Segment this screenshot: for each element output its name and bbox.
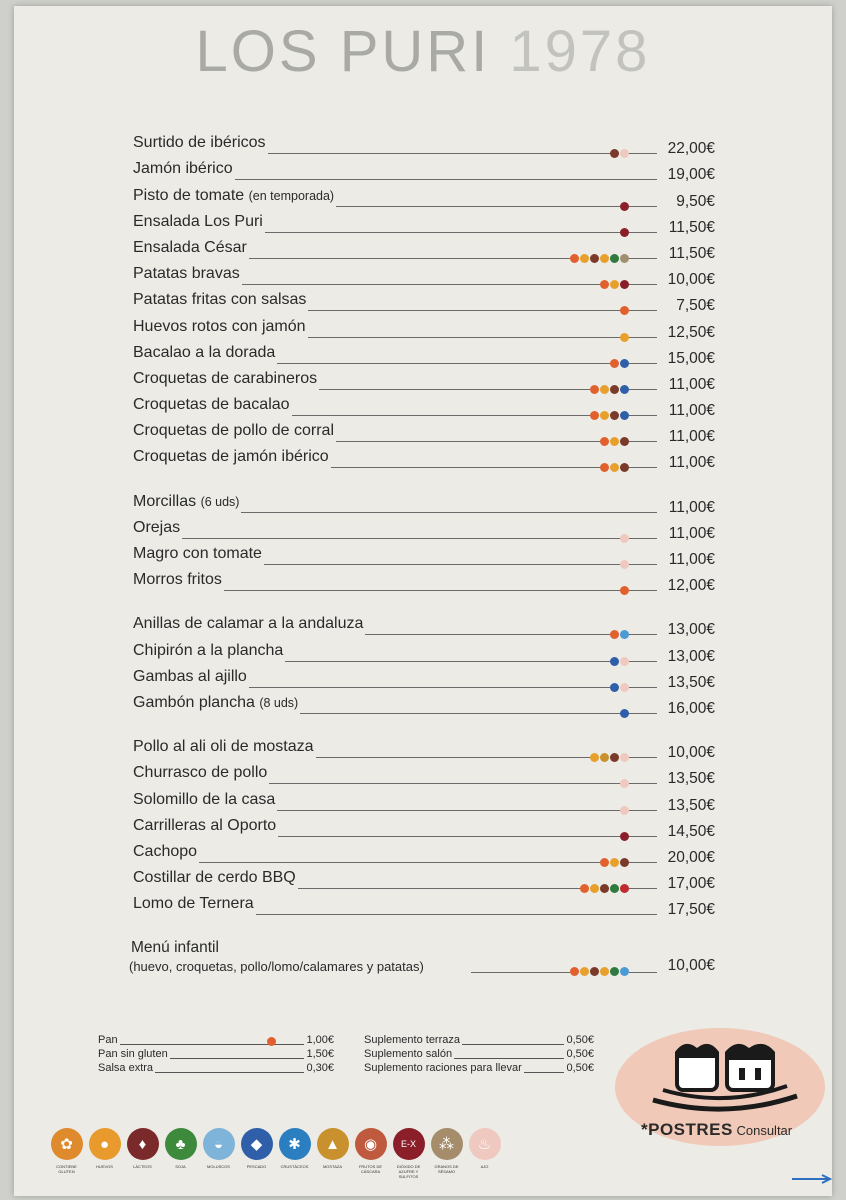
- item-name: Morros fritos: [133, 571, 222, 589]
- menu-item: [133, 843, 715, 869]
- fish-icon: ◆: [241, 1128, 273, 1160]
- item-name: Ensalada Los Puri: [133, 212, 263, 230]
- allergen-dot: [620, 709, 629, 718]
- arrow-right-icon: [792, 1174, 832, 1184]
- name-backdrop: [133, 265, 242, 287]
- item-name: Pisto de tomate (en temporada): [133, 186, 335, 204]
- leader-line: [170, 1058, 304, 1059]
- menu-item: [133, 186, 715, 212]
- menu-item: [133, 694, 715, 720]
- allergen-dot: [620, 779, 629, 788]
- name-backdrop: [133, 519, 182, 541]
- item-price: 12,50€: [667, 323, 715, 341]
- item-price: 11,00€: [668, 498, 715, 516]
- item-price: 14,50€: [667, 822, 715, 840]
- menu-group: [133, 615, 715, 720]
- extra-price: 0,30€: [306, 1062, 334, 1074]
- name-backdrop: [133, 869, 298, 891]
- allergen-dots: [620, 306, 629, 315]
- item-note: (en temporada): [248, 188, 335, 203]
- allergen-dot: [580, 967, 589, 976]
- extra-name: Pan sin gluten: [98, 1048, 168, 1060]
- leader-line: [120, 1044, 304, 1045]
- nut-icon: ◉: [355, 1128, 387, 1160]
- allergen-label: AJO: [480, 1164, 489, 1169]
- extra-price: 1,50€: [306, 1048, 334, 1060]
- item-name: Anillas de calamar a la andaluza: [133, 615, 364, 633]
- allergen-dots: [590, 753, 629, 762]
- item-price: 13,50€: [667, 796, 715, 814]
- allergen-dot: [620, 967, 629, 976]
- menu-item: [133, 895, 715, 921]
- extra-name: Pan: [98, 1034, 118, 1046]
- extra-name: Suplemento raciones para llevar: [364, 1062, 522, 1074]
- name-backdrop: [133, 396, 292, 418]
- allergen-item: [50, 1128, 83, 1179]
- item-price: 13,00€: [667, 621, 715, 639]
- garlic-icon: ♨: [469, 1128, 501, 1160]
- menu-item: [133, 571, 715, 597]
- item-name: Costillar de cerdo BBQ: [133, 869, 296, 887]
- allergen-dot: [620, 534, 629, 543]
- allergen-dot: [600, 858, 609, 867]
- allergen-dots: [570, 967, 629, 976]
- allergen-dot: [620, 463, 629, 472]
- item-price: 11,00€: [668, 454, 715, 472]
- item-price: 13,50€: [667, 770, 715, 788]
- menu-item: [133, 869, 715, 895]
- menu-item: [133, 668, 715, 694]
- name-backdrop: [133, 545, 264, 567]
- allergen-dot: [580, 254, 589, 263]
- sulfites-icon: E-X: [393, 1128, 425, 1160]
- name-backdrop: [133, 615, 365, 637]
- allergen-dots: [620, 534, 629, 543]
- allergen-item: [126, 1128, 159, 1179]
- item-name: Patatas fritas con salsas: [133, 291, 307, 309]
- menu-item: [133, 160, 715, 186]
- extra-row: [364, 1048, 594, 1062]
- item-price: 12,00€: [667, 577, 715, 595]
- allergen-dot: [620, 202, 629, 211]
- item-name: Solomillo de la casa: [133, 790, 276, 808]
- menu-list: [129, 134, 715, 983]
- allergen-dot: [610, 411, 619, 420]
- extra-name: Suplemento salón: [364, 1048, 453, 1060]
- item-name: Chipirón a la plancha: [133, 641, 284, 659]
- allergen-dot: [610, 858, 619, 867]
- allergen-dot: [620, 560, 629, 569]
- allergen-dot: [610, 437, 619, 446]
- leader-line: [133, 862, 657, 863]
- allergen-label: CRUSTÁCEOS: [280, 1164, 309, 1169]
- menu-group: [133, 738, 715, 921]
- menu-item: [133, 545, 715, 571]
- menu-item: [133, 492, 715, 518]
- item-price: 10,00€: [667, 271, 715, 289]
- item-price: 17,00€: [667, 875, 715, 893]
- postres-badge: [615, 1028, 825, 1146]
- item-price: 13,00€: [667, 647, 715, 665]
- name-backdrop: [133, 571, 224, 593]
- allergen-dot: [610, 683, 619, 692]
- allergen-dots: [620, 333, 629, 342]
- milk-icon: ♦: [127, 1128, 159, 1160]
- allergen-dot: [620, 806, 629, 815]
- soy-icon: ♣: [165, 1128, 197, 1160]
- allergen-dot: [600, 254, 609, 263]
- allergen-label: LÁCTEOS: [133, 1164, 152, 1169]
- allergen-item: [202, 1128, 235, 1179]
- name-backdrop: [133, 344, 277, 366]
- allergen-dot: [620, 149, 629, 158]
- item-name: Carrilleras al Oporto: [133, 816, 277, 834]
- item-price: 9,50€: [676, 192, 715, 210]
- leader-line: [462, 1044, 564, 1045]
- allergen-dots: [610, 149, 629, 158]
- allergen-dots: [620, 202, 629, 211]
- menu-item: [133, 239, 715, 265]
- item-price: 11,00€: [668, 551, 715, 568]
- allergen-dot: [590, 385, 599, 394]
- item-price: 22,00€: [667, 140, 715, 158]
- sesame-icon: ⁂: [431, 1128, 463, 1160]
- item-name: Croquetas de jamón ibérico: [133, 448, 329, 466]
- name-backdrop: [133, 213, 265, 235]
- name-backdrop: [133, 134, 268, 156]
- allergen-item: [392, 1128, 425, 1179]
- allergen-dot: [610, 254, 619, 263]
- allergen-item: [240, 1128, 273, 1179]
- item-name: Ensalada César: [133, 238, 247, 256]
- allergen-dots: [600, 437, 629, 446]
- allergen-item: [316, 1128, 349, 1179]
- allergen-item: [164, 1128, 197, 1179]
- extra-row: [364, 1062, 594, 1076]
- menu-item: [133, 370, 715, 396]
- item-note: (8 uds): [259, 695, 299, 710]
- allergen-dot: [620, 657, 629, 666]
- name-backdrop: [133, 791, 277, 813]
- allergen-item: [354, 1128, 387, 1179]
- allergen-dot: [620, 586, 629, 595]
- extra-price: 0,50€: [566, 1062, 594, 1074]
- allergen-dot: [620, 884, 629, 893]
- allergen-dots: [610, 657, 629, 666]
- allergen-dot: [620, 630, 629, 639]
- allergen-dot: [610, 657, 619, 666]
- allergen-dot: [600, 411, 609, 420]
- allergen-dot: [620, 832, 629, 841]
- allergen-legend: [50, 1128, 501, 1179]
- allergen-dots: [590, 385, 629, 394]
- leader-line: [471, 972, 657, 973]
- allergen-dot: [620, 385, 629, 394]
- menu-item: [133, 396, 715, 422]
- extra-row: [98, 1062, 334, 1076]
- allergen-dot: [610, 149, 619, 158]
- allergen-dot: [610, 630, 619, 639]
- cake-icon: [615, 1028, 825, 1118]
- allergen-dot: [600, 967, 609, 976]
- allergen-dot: [610, 753, 619, 762]
- name-backdrop: [133, 642, 285, 664]
- item-name: Churrasco de pollo: [133, 764, 268, 782]
- item-name: Magro con tomate: [133, 545, 262, 562]
- item-price: 11,00€: [668, 402, 715, 420]
- wheat-icon: ✿: [51, 1128, 83, 1160]
- kids-menu: [129, 939, 715, 983]
- allergen-dots: [570, 254, 629, 263]
- name-backdrop: [133, 160, 235, 182]
- menu-item: [133, 291, 715, 317]
- item-name: Gambón plancha (8 uds): [133, 693, 299, 711]
- item-price: 15,00€: [667, 349, 715, 367]
- extras-right: [364, 1034, 594, 1076]
- allergen-dot: [610, 967, 619, 976]
- kids-menu-description: (huevo, croquetas, pollo/lomo/calamares y patatas): [129, 959, 424, 975]
- extras-left: [98, 1034, 334, 1076]
- allergen-dot: [570, 254, 579, 263]
- allergen-dot: [267, 1037, 276, 1046]
- item-name: Gambas al ajillo: [133, 667, 247, 685]
- leader-line: [524, 1072, 564, 1073]
- menu-item: [133, 764, 715, 790]
- menu-item: [133, 134, 715, 160]
- item-name: Huevos rotos con jamón: [133, 317, 306, 335]
- allergen-item: [88, 1128, 121, 1179]
- allergen-dots: [620, 832, 629, 841]
- allergen-dot: [590, 411, 599, 420]
- allergen-dots: [600, 858, 629, 867]
- item-name: Lomo de Ternera: [133, 895, 254, 913]
- name-backdrop: [133, 843, 199, 865]
- item-name: Croquetas de bacalao: [133, 396, 290, 414]
- allergen-dots: [620, 779, 629, 788]
- item-price: 11,50€: [668, 218, 715, 236]
- allergen-label: FRUTOS DE CÁSCARA: [358, 1164, 383, 1174]
- allergen-label: DIÓXIDO DE AZUFRE Y SULFITOS: [396, 1164, 421, 1179]
- mustard-icon: ▲: [317, 1128, 349, 1160]
- leader-line: [454, 1058, 564, 1059]
- item-price: 11,00€: [668, 524, 715, 542]
- postres-label: *POSTRES Consultar: [641, 1120, 793, 1139]
- name-backdrop: [133, 764, 269, 786]
- allergen-dot: [620, 437, 629, 446]
- name-backdrop: [133, 291, 308, 313]
- title-year: 1978: [509, 19, 651, 84]
- page-title: [0, 18, 846, 85]
- name-backdrop: [133, 738, 316, 760]
- allergen-item: [468, 1128, 501, 1179]
- crab-icon: ✱: [279, 1128, 311, 1160]
- allergen-dots: [610, 630, 629, 639]
- item-price: 17,50€: [667, 901, 715, 919]
- allergen-label: CONTIENE GLUTEN: [56, 1164, 77, 1174]
- menu-item: [133, 448, 715, 474]
- item-name: Croquetas de pollo de corral: [133, 422, 335, 440]
- menu-item: [133, 790, 715, 816]
- extra-row: [98, 1048, 334, 1062]
- allergen-dot: [610, 359, 619, 368]
- item-price: 20,00€: [667, 848, 715, 866]
- allergen-dot: [600, 385, 609, 394]
- menu-item: [133, 738, 715, 764]
- allergen-dot: [620, 280, 629, 289]
- menu-item: [133, 422, 715, 448]
- allergen-dot: [600, 437, 609, 446]
- menu-item: [133, 265, 715, 291]
- kids-menu-price: 10,00€: [667, 957, 715, 975]
- extra-price: 0,50€: [566, 1034, 594, 1046]
- extra-name: Salsa extra: [98, 1062, 154, 1074]
- item-name: Orejas: [133, 518, 181, 536]
- allergen-label: PESCADO: [246, 1164, 267, 1169]
- item-price: 11,00€: [668, 375, 715, 393]
- menu-item: [133, 213, 715, 239]
- allergen-label: HUEVOS: [96, 1164, 113, 1169]
- title-text: LOS PURI: [195, 19, 510, 84]
- menu-item: [133, 519, 715, 545]
- name-backdrop: [133, 239, 249, 261]
- allergen-dots: [580, 884, 629, 893]
- egg-icon: ●: [89, 1128, 121, 1160]
- allergen-dots: [620, 806, 629, 815]
- menu-item: [133, 615, 715, 641]
- menu-group: [133, 492, 715, 597]
- name-backdrop: [133, 668, 249, 690]
- name-backdrop: [133, 895, 256, 917]
- shell-icon: ◒: [203, 1128, 235, 1160]
- allergen-dot: [620, 254, 629, 263]
- item-price: 7,50€: [676, 297, 715, 315]
- item-name: Cachopo: [133, 842, 198, 860]
- allergen-dots: [620, 228, 629, 237]
- menu-item: [133, 817, 715, 843]
- item-name: Patatas bravas: [133, 265, 240, 283]
- item-name: Surtido de ibéricos: [133, 134, 266, 152]
- allergen-dot: [570, 967, 579, 976]
- item-name: Croquetas de carabineros: [133, 369, 318, 387]
- allergen-dots: [620, 586, 629, 595]
- name-backdrop: [133, 370, 319, 392]
- allergen-dot: [590, 884, 599, 893]
- name-backdrop: [133, 422, 336, 444]
- name-backdrop: [133, 187, 336, 209]
- item-price: 11,00€: [668, 428, 715, 446]
- allergen-dot: [620, 858, 629, 867]
- allergen-item: [278, 1128, 311, 1179]
- menu-item: [133, 344, 715, 370]
- item-price: 19,00€: [667, 166, 715, 184]
- allergen-dot: [600, 753, 609, 762]
- item-name: Jamón ibérico: [133, 160, 233, 178]
- allergen-label: MOLUSCOS: [207, 1164, 230, 1169]
- name-backdrop: [133, 318, 308, 340]
- allergen-dot: [600, 463, 609, 472]
- kids-menu-name: Menú infantil: [131, 939, 219, 957]
- name-backdrop: [133, 694, 300, 716]
- allergen-dot: [620, 683, 629, 692]
- extra-price: 0,50€: [566, 1048, 594, 1060]
- item-name: Pollo al ali oli de mostaza: [133, 738, 314, 756]
- item-price: 13,50€: [667, 673, 715, 691]
- extra-row: [98, 1034, 334, 1048]
- menu-group: [133, 134, 715, 474]
- item-note: (6 uds): [200, 494, 240, 509]
- extra-price: 1,00€: [306, 1034, 334, 1046]
- leader-line: [133, 538, 657, 539]
- extra-row: [364, 1034, 594, 1048]
- item-price: 16,00€: [667, 699, 715, 717]
- allergen-dot: [600, 280, 609, 289]
- allergen-label: MOSTAZA: [322, 1164, 343, 1169]
- allergen-dots: [590, 411, 629, 420]
- allergen-dot: [620, 228, 629, 237]
- extra-name: Suplemento terraza: [364, 1034, 460, 1046]
- allergen-dot: [620, 333, 629, 342]
- allergen-dot: [590, 254, 599, 263]
- allergen-dots: [600, 280, 629, 289]
- allergen-dots: [600, 463, 629, 472]
- leader-line: [155, 1072, 304, 1073]
- name-backdrop: [133, 817, 278, 839]
- allergen-dot: [620, 411, 629, 420]
- allergen-dots: [620, 709, 629, 718]
- allergen-dot: [600, 884, 609, 893]
- item-name: Bacalao a la dorada: [133, 343, 276, 361]
- allergen-item: [430, 1128, 463, 1179]
- menu-item: [133, 641, 715, 667]
- allergen-label: SOJA: [175, 1164, 186, 1169]
- allergen-dot: [610, 884, 619, 893]
- item-price: 11,50€: [668, 244, 715, 262]
- allergen-dot: [610, 385, 619, 394]
- allergen-label: GRANOS DE SÉSAMO: [434, 1164, 459, 1174]
- allergen-dot: [590, 967, 599, 976]
- allergen-dot: [620, 359, 629, 368]
- allergen-dots: [620, 560, 629, 569]
- allergen-dot: [620, 306, 629, 315]
- allergen-dot: [580, 884, 589, 893]
- allergen-dot: [610, 280, 619, 289]
- allergen-dot: [590, 753, 599, 762]
- allergen-dot: [610, 463, 619, 472]
- item-price: 10,00€: [667, 744, 715, 762]
- allergen-dots: [610, 683, 629, 692]
- name-backdrop: [133, 448, 331, 470]
- menu-item: [133, 317, 715, 343]
- name-backdrop: [133, 493, 241, 515]
- allergen-dot: [620, 753, 629, 762]
- allergen-dots: [610, 359, 629, 368]
- item-name: Morcillas (6 uds): [133, 492, 240, 510]
